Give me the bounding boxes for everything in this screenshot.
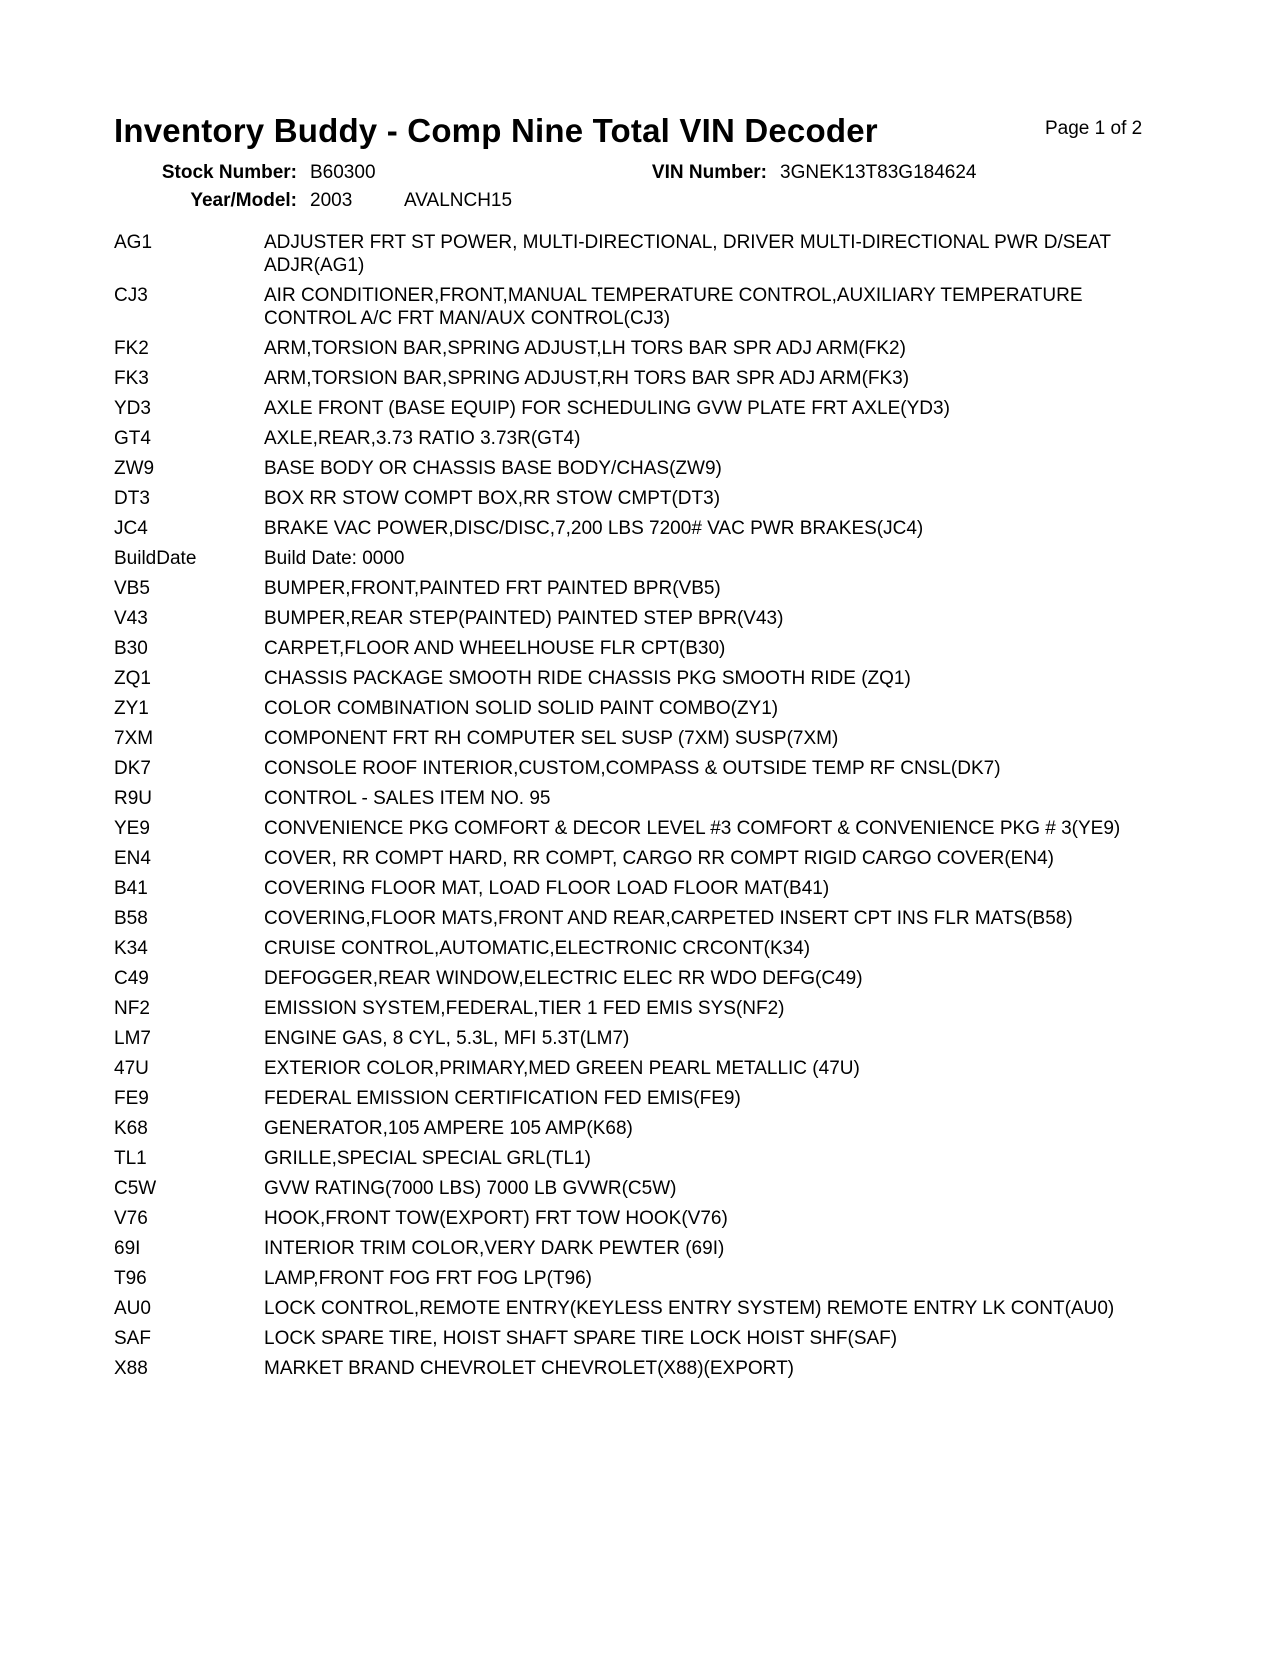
option-description: CONSOLE ROOF INTERIOR,CUSTOM,COMPASS & OUTSIDE TEMP RF CNSL(DK7)	[264, 758, 1001, 779]
option-code: BuildDate	[114, 548, 197, 569]
option-code: YE9	[114, 818, 150, 839]
option-description: LAMP,FRONT FOG FRT FOG LP(T96)	[264, 1268, 592, 1289]
option-description: ADJUSTER FRT ST POWER, MULTI-DIRECTIONAL, DRIVER MULTI-DIRECTIONAL PWR D/SEAT ADJR(AG1)	[264, 232, 1111, 276]
stock-number-value: B60300	[310, 162, 376, 183]
option-row	[114, 1297, 1174, 1320]
option-row	[114, 284, 1174, 330]
year-value: 2003	[310, 190, 353, 211]
option-code: X88	[114, 1358, 148, 1379]
option-description: GENERATOR,105 AMPERE 105 AMP(K68)	[264, 1118, 633, 1139]
vin-number-label: VIN Number:	[651, 162, 767, 183]
option-code: LM7	[114, 1028, 151, 1049]
option-row	[114, 337, 1174, 360]
page-title: Inventory Buddy - Comp Nine Total VIN Decoder	[114, 112, 878, 149]
option-description: BUMPER,REAR STEP(PAINTED) PAINTED STEP BPR(V43)	[264, 608, 784, 629]
option-row	[114, 427, 1174, 450]
option-code: CJ3	[114, 285, 148, 306]
option-row	[114, 457, 1174, 480]
option-row	[114, 1237, 1174, 1260]
option-code: GT4	[114, 428, 151, 449]
option-row	[114, 997, 1174, 1020]
option-row	[114, 1357, 1174, 1380]
option-code: B58	[114, 908, 148, 929]
option-code: B41	[114, 878, 148, 899]
option-code: V76	[114, 1208, 148, 1229]
option-code: 47U	[114, 1058, 149, 1079]
option-description: BUMPER,FRONT,PAINTED FRT PAINTED BPR(VB5)	[264, 578, 721, 599]
option-row	[114, 1147, 1174, 1170]
option-code: C49	[114, 968, 149, 989]
option-row	[114, 231, 1174, 277]
option-description: COVERING FLOOR MAT, LOAD FLOOR LOAD FLOOR MAT(B41)	[264, 878, 830, 899]
option-description: ENGINE GAS, 8 CYL, 5.3L, MFI 5.3T(LM7)	[264, 1028, 630, 1049]
option-row	[114, 1177, 1174, 1200]
option-code: EN4	[114, 848, 151, 869]
option-row	[114, 1327, 1174, 1350]
option-code: K34	[114, 938, 148, 959]
option-code: VB5	[114, 578, 150, 599]
option-code: AU0	[114, 1298, 151, 1319]
option-row	[114, 967, 1174, 990]
option-row	[114, 907, 1174, 930]
option-description: CARPET,FLOOR AND WHEELHOUSE FLR CPT(B30)	[264, 638, 726, 659]
option-code: NF2	[114, 998, 150, 1019]
option-row	[114, 637, 1174, 660]
option-description: COVER, RR COMPT HARD, RR COMPT, CARGO RR COMPT RIGID CARGO COVER(EN4)	[264, 848, 1054, 869]
vin-number-value: 3GNEK13T83G184624	[780, 162, 977, 183]
option-description: COMPONENT FRT RH COMPUTER SEL SUSP (7XM) SUSP(7XM)	[264, 728, 839, 749]
option-code: DT3	[114, 488, 150, 509]
option-code-list	[114, 231, 1174, 1387]
option-code: FK3	[114, 368, 149, 389]
option-description: BRAKE VAC POWER,DISC/DISC,7,200 LBS 7200# VAC PWR BRAKES(JC4)	[264, 518, 924, 539]
option-code: K68	[114, 1118, 148, 1139]
option-row	[114, 367, 1174, 390]
option-row	[114, 847, 1174, 870]
option-row	[114, 757, 1174, 780]
option-description: LOCK SPARE TIRE, HOIST SHAFT SPARE TIRE LOCK HOIST SHF(SAF)	[264, 1328, 898, 1349]
option-code: YD3	[114, 398, 151, 419]
option-row	[114, 697, 1174, 720]
option-description: AXLE,REAR,3.73 RATIO 3.73R(GT4)	[264, 428, 581, 449]
option-code: B30	[114, 638, 148, 659]
option-description: AIR CONDITIONER,FRONT,MANUAL TEMPERATURE CONTROL,AUXILIARY TEMPERATURE CONTROL A/C FRT MAN/AUX CONTROL(CJ3)	[264, 285, 1083, 329]
option-row	[114, 937, 1174, 960]
option-description: FEDERAL EMISSION CERTIFICATION FED EMIS(FE9)	[264, 1088, 741, 1109]
option-description: COLOR COMBINATION SOLID SOLID PAINT COMBO(ZY1)	[264, 698, 779, 719]
option-description: HOOK,FRONT TOW(EXPORT) FRT TOW HOOK(V76)	[264, 1208, 728, 1229]
option-row	[114, 1207, 1174, 1230]
option-row	[114, 1117, 1174, 1140]
option-code: 7XM	[114, 728, 154, 749]
option-description: COVERING,FLOOR MATS,FRONT AND REAR,CARPETED INSERT CPT INS FLR MATS(B58)	[264, 908, 1073, 929]
option-code: R9U	[114, 788, 153, 809]
stock-number-label: Stock Number:	[161, 162, 297, 183]
option-row	[114, 547, 1174, 570]
option-description: CHASSIS PACKAGE SMOOTH RIDE CHASSIS PKG SMOOTH RIDE (ZQ1)	[264, 668, 911, 689]
option-description: DEFOGGER,REAR WINDOW,ELECTRIC ELEC RR WDO DEFG(C49)	[264, 968, 863, 989]
option-row	[114, 1267, 1174, 1290]
option-description: MARKET BRAND CHEVROLET CHEVROLET(X88)(EXPORT)	[264, 1358, 794, 1379]
model-value: AVALNCH15	[404, 190, 513, 211]
option-row	[114, 877, 1174, 900]
option-code: C5W	[114, 1178, 157, 1199]
option-description: CRUISE CONTROL,AUTOMATIC,ELECTRONIC CRCONT(K34)	[264, 938, 811, 959]
option-row	[114, 787, 1174, 810]
option-code: V43	[114, 608, 148, 629]
page-number: Page 1 of 2	[1045, 118, 1143, 139]
option-code: ZQ1	[114, 668, 151, 689]
option-description: Build Date: 0000	[264, 548, 405, 569]
option-row	[114, 1087, 1174, 1110]
option-description: GVW RATING(7000 LBS) 7000 LB GVWR(C5W)	[264, 1178, 677, 1199]
option-row	[114, 397, 1174, 420]
option-code: SAF	[114, 1328, 151, 1349]
option-description: INTERIOR TRIM COLOR,VERY DARK PEWTER (69I)	[264, 1238, 725, 1259]
option-description: AXLE FRONT (BASE EQUIP) FOR SCHEDULING GVW PLATE FRT AXLE(YD3)	[264, 398, 950, 419]
option-code: ZY1	[114, 698, 149, 719]
option-row	[114, 517, 1174, 540]
option-code: ZW9	[114, 458, 155, 479]
option-description: ARM,TORSION BAR,SPRING ADJUST,LH TORS BAR SPR ADJ ARM(FK2)	[264, 338, 906, 359]
option-description: BOX RR STOW COMPT BOX,RR STOW CMPT(DT3)	[264, 488, 721, 509]
option-row	[114, 667, 1174, 690]
option-code: 69I	[114, 1238, 141, 1259]
option-row	[114, 607, 1174, 630]
option-description: EMISSION SYSTEM,FEDERAL,TIER 1 FED EMIS SYS(NF2)	[264, 998, 785, 1019]
option-code: JC4	[114, 518, 148, 539]
option-code: FE9	[114, 1088, 149, 1109]
option-code: DK7	[114, 758, 151, 779]
option-row	[114, 817, 1174, 840]
option-code: AG1	[114, 232, 153, 253]
option-row	[114, 487, 1174, 510]
option-row	[114, 727, 1174, 750]
option-description: CONTROL - SALES ITEM NO. 95	[264, 788, 551, 809]
option-description: GRILLE,SPECIAL SPECIAL GRL(TL1)	[264, 1148, 591, 1169]
option-row	[114, 1027, 1174, 1050]
option-description: ARM,TORSION BAR,SPRING ADJUST,RH TORS BAR SPR ADJ ARM(FK3)	[264, 368, 910, 389]
option-description: CONVENIENCE PKG COMFORT & DECOR LEVEL #3 COMFORT & CONVENIENCE PKG # 3(YE9)	[264, 818, 1121, 839]
option-description: BASE BODY OR CHASSIS BASE BODY/CHAS(ZW9)	[264, 458, 722, 479]
option-code: FK2	[114, 338, 149, 359]
option-row	[114, 1057, 1174, 1080]
option-code: T96	[114, 1268, 147, 1289]
option-description: EXTERIOR COLOR,PRIMARY,MED GREEN PEARL METALLIC (47U)	[264, 1058, 860, 1079]
year-model-label: Year/Model:	[190, 190, 297, 211]
option-code: TL1	[114, 1148, 147, 1169]
option-description: LOCK CONTROL,REMOTE ENTRY(KEYLESS ENTRY SYSTEM) REMOTE ENTRY LK CONT(AU0)	[264, 1298, 1115, 1319]
option-row	[114, 577, 1174, 600]
